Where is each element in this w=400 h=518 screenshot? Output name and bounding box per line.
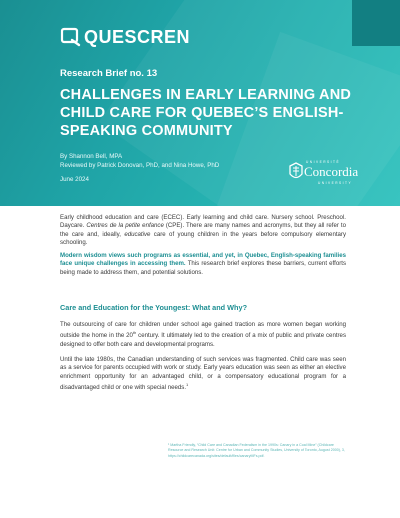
text-run: century. It ultimately led to the creation of a mix of public and private centres designed to offer both care and developmental programs. — [60, 332, 346, 348]
superscript: th — [132, 330, 137, 336]
page-title: CHALLENGES IN EARLY LEARNING AND CHILD CARE FOR QUEBEC’S ENGLISH-SPEAKING COMMUNITY — [60, 87, 352, 139]
emphasis-text: Modern wisdom views such programs as essential, and yet, in Quebec, English-speaking families face unique challenges in accessing them. — [60, 252, 346, 268]
concordia-logo — [286, 160, 359, 188]
quescren-logo-icon — [60, 26, 82, 48]
byline — [60, 153, 219, 170]
text-run: care of young children in the years before compulsory elementary schooling. — [60, 230, 346, 247]
thesis-paragraph — [60, 252, 346, 277]
concordia-bottom-text: UNIVERSITY — [318, 181, 353, 185]
italic-term: Centres de la petite enfance — [86, 222, 164, 230]
corner-block — [352, 0, 400, 46]
logo-text: QUESCREN — [84, 26, 191, 47]
history-paragraph — [60, 321, 346, 349]
text-run: Early childhood education and care (ECEC). Early learning and child care. Nursery school. Preschool. Daycare. — [60, 214, 346, 230]
brief-number: Research Brief no. 13 — [60, 68, 158, 79]
concordia-top-text: UNIVERSITÉ — [306, 160, 341, 164]
concordia-name: Concordia — [304, 164, 359, 179]
text-run: The outsourcing of care for children under school age gained traction as more women began working outside the home in the 20 — [60, 321, 346, 340]
text-run: (CPE). There are many names and acronyms, but they all refer to the care and, ideally, — [60, 222, 346, 238]
publication-date: June 2024 — [60, 176, 89, 183]
footnote-marker[interactable]: 1 — [186, 382, 189, 388]
concordia-emblem-icon — [288, 162, 304, 182]
context-paragraph — [60, 356, 346, 393]
text-run: This research brief explores these barriers, current efforts being made to address them, and potential solutions. — [60, 260, 346, 276]
footnote: ¹ Martha Friendly, “Child Care and Canadian Federalism in the 1990s: Canary in a Coal Mine” (Childcare Resource and Research Unit: Centre for Urban and Community Studies, University of Toronto, August 2000), 3, https://childcarecanada.org/sites/default/files/canaryMFs.pdf. — [168, 443, 345, 458]
italic-term: educative — [124, 230, 151, 238]
text-run: Until the late 1980s, the Canadian understanding of such services was fragmented. Child care was seen as a service for parents occupied with work or study. Early years education was seen as either an elective enrichment opportunity for an advantaged child, or a compensatory educational program for a disadvantaged child or one with special needs. — [60, 356, 346, 392]
quescren-logo — [60, 26, 190, 48]
header-banner — [0, 0, 400, 206]
author-line: By Shannon Bell, MPA — [60, 153, 123, 160]
section-heading: Care and Education for the Youngest: What and Why? — [60, 303, 248, 312]
reviewers-line: Reviewed by Patrick Donovan, PhD, and Nina Howe, PhD — [60, 161, 220, 169]
intro-paragraph — [60, 214, 346, 248]
